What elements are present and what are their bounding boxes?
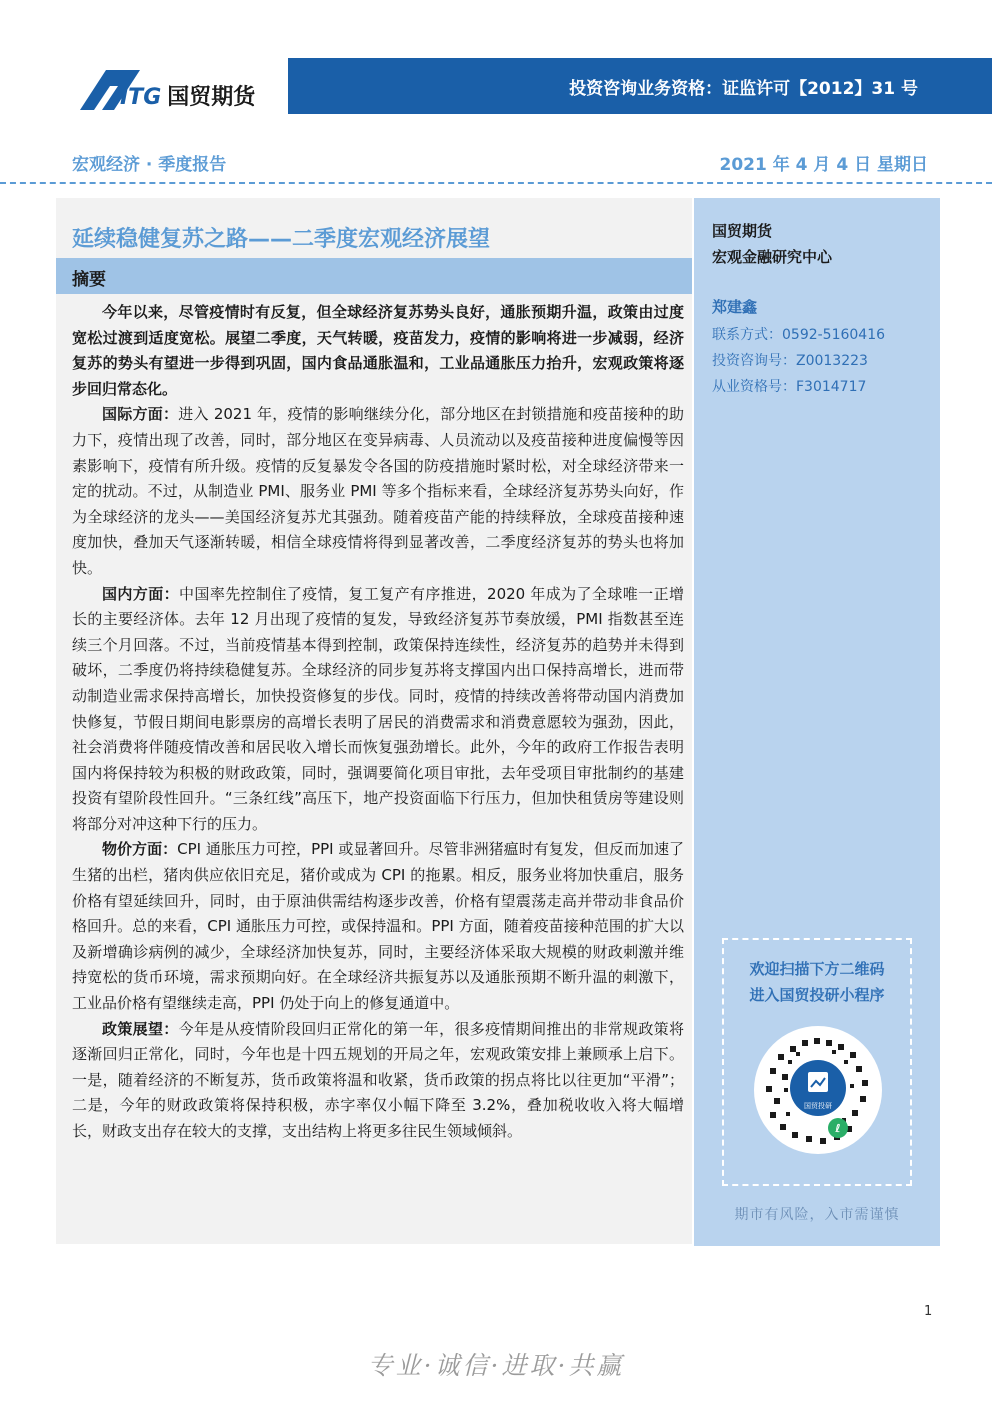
brand-name: 国贸期货 — [167, 85, 256, 110]
paragraph-prices — [72, 837, 684, 1016]
paragraph-text: 今年是从疫情阶段回归正常化的第一年，很多疫情期间推出的非常规政策将逐渐回归正常化，同时，今年也是十四五规划的开局之年，宏观政策安排上兼顾承上启下。一是，随着经济的不断复苏，货币政策将温和收紧，货币政策的拐点将比以往更加“平滑”；二是，今年的财政政策将保持积极，赤字率仅小幅下降至 3.2%，叠加税收收入将大幅增长，财政支出存在较大的支撑，支出结构上将更多往民生领域倾斜。 — [72, 1019, 684, 1140]
paragraph-keyword: 国际方面： — [102, 405, 179, 424]
qr-caption-line1: 欢迎扫描下方二维码 — [749, 960, 885, 978]
paragraph-international — [72, 402, 684, 581]
report-category: 宏观经济 · 季度报告 — [72, 155, 227, 175]
paragraph-text: CPI 通胀压力可控，PPI 或显著回升。尽管非洲猪瘟时有复发，但反而加速了生猪的出栏，猪肉供应依旧充足，猪价或成为 CPI 的拖累。相反，服务业将加快重启，服务价格有望延续回升，同时，由于原油供需结构逐步改善，价格有望震荡走高并带动非食品价格回升。总的来看，CPI 通胀压力可控，或保持温和。PPI 方面，随着疫苗接种范围的扩大以及新增确诊病例的减少，全球经济加快复苏，同时，主要经济体采取大规模的财政刺激并维持宽松的货币环境，需求预期向好。在全球经济共振复苏以及通胀预期不断升温的刺激下，工业品价格有望继续走高，PPI 仍处于向上的修复通道中。 — [72, 840, 684, 1013]
report-date: 2021 年 4 月 4 日 星期日 — [719, 155, 928, 175]
dashed-divider — [0, 182, 992, 184]
license-text: 投资咨询业务资格：证监许可【2012】31 号 — [569, 79, 918, 99]
lead-paragraph: 今年以来，尽管疫情时有反复，但全球经济复苏势头良好，通胀预期升温，政策由过度宽松过渡到适度宽松。展望二季度，天气转暖，疫苗发力，疫情的影响将进一步减弱，经济复苏的势头有望进一步得到巩固，国内食品通胀温和，工业品通胀压力抬升，宏观政策将逐步回归常态化。 — [72, 303, 684, 398]
logo-text — [120, 80, 255, 111]
page-number: 1 — [924, 1304, 933, 1319]
paragraph-keyword: 物价方面： — [102, 840, 178, 859]
qr-center-label: 国贸投研 — [804, 1102, 832, 1110]
qr-caption-line2: 进入国贸投研小程序 — [749, 986, 885, 1004]
paragraph-text: 中国率先控制住了疫情，复工复产有序推进，2020 年成为了全球唯一正增长的主要经济体。去年 12 月出现了疫情的复发，导致经济复苏节奏放缓，PMI 指数甚至连续三个月回落。不过，当前疫情基本得到控制，政策保持连续性，经济复苏的趋势并未得到破坏，二季度仍将持续稳健复苏。全球经济的同步复苏将支撑国内出口保持高增长，进而带动制造业需求保持高增长，加快投资修复的步伐。同时，疫情的持续改善将带动国内消费加快修复，节假日期间电影票房的高增长表明了居民的消费需求和消费意愿较为强劲，因此，社会消费将伴随疫情改善和居民收入增长而恢复强劲增长。此外，今年的政府工作报告表明国内将保持较为积极的财政政策，同时，强调要简化项目审批，去年受项目审批制约的基建投资有望阶段性回升。“三条红线”高压下，地产投资面临下行压力，但加快租赁房等建设则将部分对冲这种下行的压力。 — [72, 584, 684, 833]
footer-motto: 专业·诚信·进取·共赢 — [367, 1351, 625, 1380]
paragraph-keyword: 国内方面： — [102, 584, 180, 603]
report-title: 延续稳健复苏之路——二季度宏观经济展望 — [72, 227, 491, 252]
svg-text:ℓ: ℓ — [835, 1122, 841, 1135]
paragraph-text: 进入 2021 年，疫情的影响继续分化，部分地区在封锁措施和疫苗接种的助力下，疫情出现了改善，同时，部分地区在变异病毒、人员流动以及疫苗接种进度偏慢等因素影响下，疫情有所升级。疫情的反复暴发令各国的防疫措施时紧时松，对全球经济带来一定的扰动。不过，从制造业 PMI、服务业 PMI 等多个指标来看，全球经济复苏势头向好，作为全球经济的龙头——美国经济复苏尤其强劲。随着疫苗产能的持续释放，全球疫苗接种速度加快，叠加天气逐渐转暖，相信全球疫情将得到显著改善，二季度经济复苏的势头也将加快。 — [72, 405, 684, 577]
mini-program-qr-icon[interactable] — [752, 1024, 884, 1156]
author-info — [712, 322, 885, 400]
contact-info: 联系方式：0592-5160416 — [712, 327, 886, 343]
brand-mark: ITG — [120, 85, 162, 110]
sidebar-org — [712, 218, 832, 270]
qr-caption — [722, 956, 912, 1008]
author-name: 郑建鑫 — [712, 298, 758, 316]
qualification-number: 从业资格号：F3014717 — [712, 379, 867, 395]
abstract-label: 摘要 — [72, 270, 106, 290]
paragraph-policy — [72, 1017, 684, 1145]
dept-name: 宏观金融研究中心 — [712, 248, 833, 266]
report-body — [72, 300, 684, 1145]
org-name: 国贸期货 — [712, 222, 773, 240]
risk-warning: 期市有风险，入市需谨慎 — [734, 1207, 900, 1223]
paragraph-domestic — [72, 582, 684, 838]
paragraph-keyword: 政策展望： — [102, 1019, 179, 1038]
consult-number: 投资咨询号：Z0013223 — [712, 353, 868, 369]
abstract-bar — [56, 258, 692, 294]
